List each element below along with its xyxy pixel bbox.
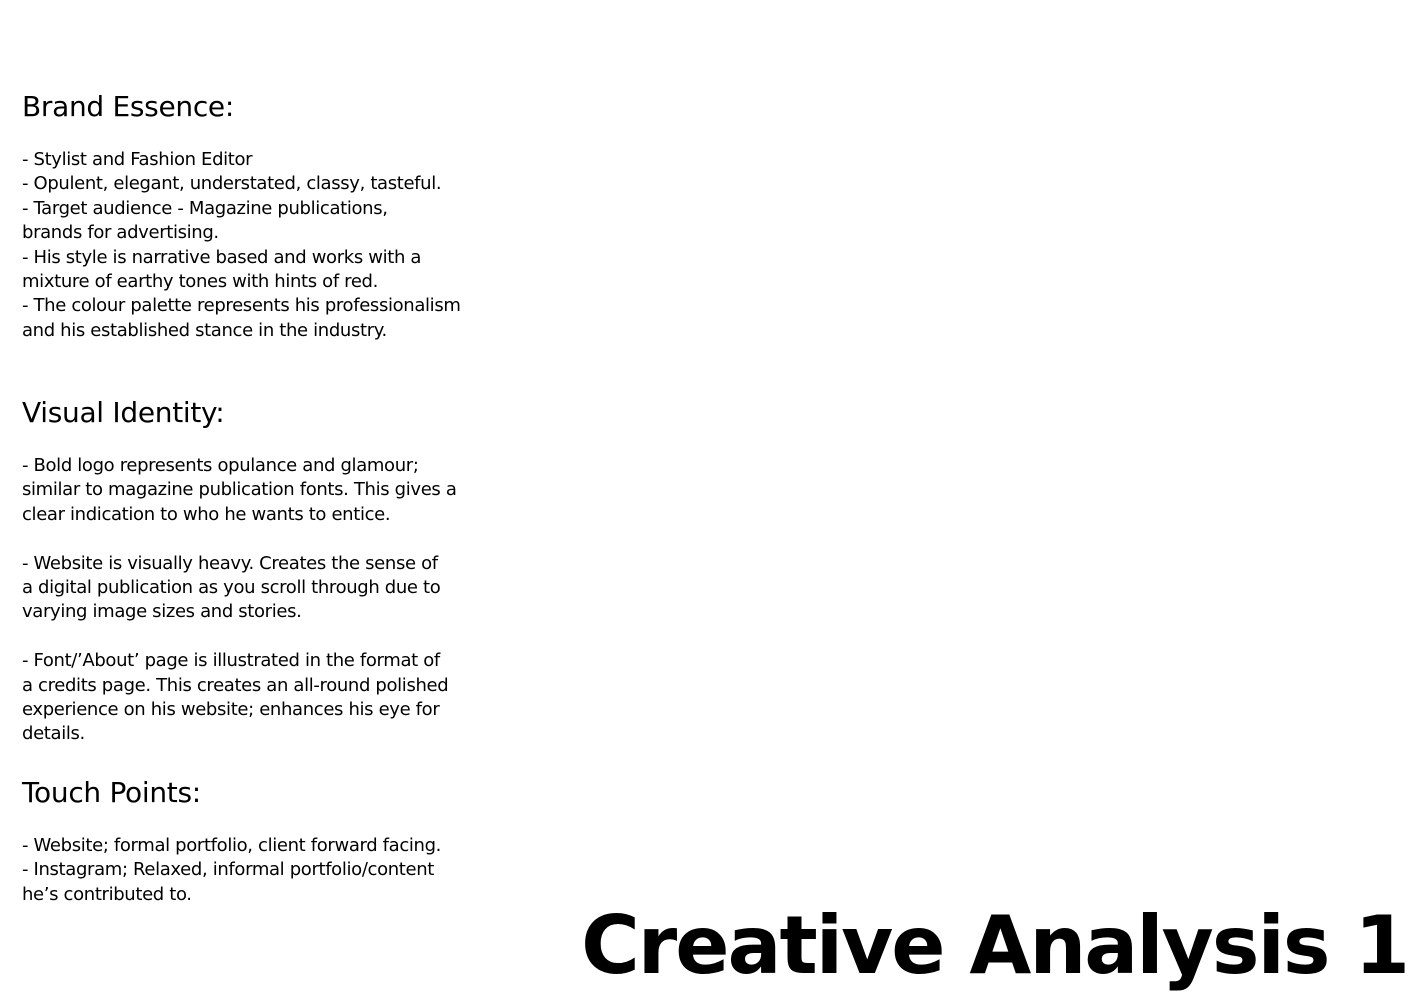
- visual-identity-heading: Visual Identity:: [22, 396, 225, 429]
- visual-identity-paragraph: - Website is visually heavy. Creates the sense of a digital publication as you scroll through due to varying image sizes and stories.: [22, 552, 441, 623]
- brand-essence-line: - His style is narrative based and works with a mixture of earthy tones with hints of red.: [22, 246, 422, 293]
- brand-essence-line: - Target audience - Magazine publications, brands for advertising.: [22, 197, 388, 244]
- touch-points-line: - Instagram; Relaxed, informal portfolio/content he’s contributed to.: [22, 859, 434, 905]
- brand-essence-line: - The colour palette represents his professionalism and his established stance in the industry.: [22, 295, 461, 341]
- visual-identity-paragraph: - Bold logo represents opulance and glamour; similar to magazine publication fonts. This gives a clear indication to who he wants to entice.: [22, 455, 457, 525]
- brand-essence-line: - Stylist and Fashion Editor: [22, 149, 253, 170]
- touch-points-line: - Website; formal portfolio, client forward facing.: [22, 835, 442, 856]
- brand-essence-section: [22, 90, 502, 343]
- brand-essence-heading: Brand Essence:: [22, 90, 234, 123]
- brand-essence-line: - Opulent, elegant, understated, classy, tasteful.: [22, 173, 442, 195]
- touch-points-heading: Touch Points:: [22, 776, 201, 809]
- touch-points-section: [22, 776, 502, 907]
- visual-identity-paragraph: - Font/’About’ page is illustrated in the format of a credits page. This creates an all-round polished experience on his website; enhances his eye for details.: [22, 650, 449, 745]
- page-title: Creative Analysis 1: [581, 899, 1408, 992]
- visual-identity-section: [22, 396, 502, 747]
